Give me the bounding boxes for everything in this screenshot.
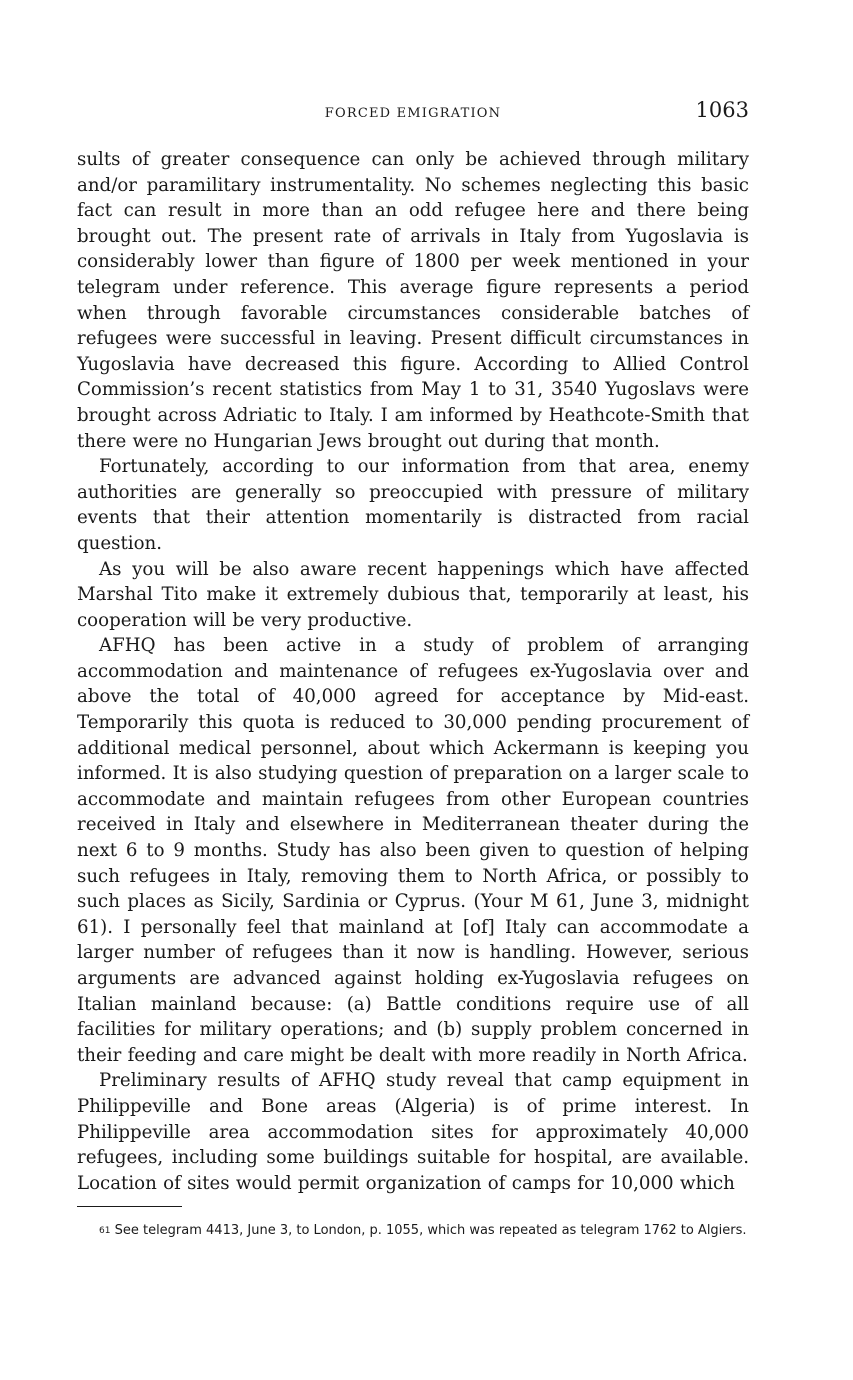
- document-page: [77, 96, 749, 1239]
- footnote-marker: 61: [99, 1226, 111, 1237]
- paragraph-preliminary-results: Preliminary results of AFHQ study reveal that camp equipment in Philippeville and Bone areas (Algeria) is of prime interest. In Philippeville area accommodation sites for approximately 40,000 refugees, including some buildings suitable for hospital, are available. Location of sites would permit organization of camps for 10,000 which: [77, 1070, 749, 1194]
- page-number: 1063: [695, 98, 749, 122]
- paragraph-marshal-tito: As you will be also aware recent happenings which have affected Marshal Tito make it extremely dubious that, temporarily at least, his cooperation will be very productive.: [77, 558, 749, 631]
- paragraph-continued: sults of greater consequence can only be achieved through military and/or paramilitary instrumentality. No schemes neglecting this basic fact can result in more than an odd refugee here and there being brought out. The present rate of arrivals in Italy from Yugoslavia is considerably lower than figure of 1800 per week mentioned in your telegram under reference. This average figure represents a period when through favorable circumstances considerable batches of refugees were successful in leaving. Present difficult circumstances in Yugoslavia have decreased this figure. According to Allied Control Commission’s recent statistics from May 1 to 31, 3540 Yugoslavs were brought across Adriatic to Italy. I am informed by Heathcote-Smith that there were no Hungarian Jews brought out during that month.: [77, 149, 749, 452]
- footnote: [77, 1223, 749, 1239]
- running-title: FORCED EMIGRATION: [324, 106, 502, 121]
- footnote-text: See telegram 4413, June 3, to London, p. 1055, which was repeated as telegram 1762 to Algiers.: [114, 1223, 747, 1239]
- page-header: [77, 96, 749, 126]
- footnote-rule: [77, 1206, 182, 1207]
- paragraph-enemy-authorities: Fortunately, according to our information from that area, enemy authorities are generally so preoccupied with pressure of military events that their attention momentarily is distracted from racial question.: [77, 456, 749, 554]
- paragraph-afhq-study: AFHQ has been active in a study of problem of arranging accommodation and maintenance of refugees ex-Yugoslavia over and above the total of 40,000 agreed for acceptance by Mid-east. Temporarily this quota is reduced to 30,000 pending procurement of additional medical personnel, about which Ackermann is keeping you informed. It is also studying question of preparation on a larger scale to accommodate and maintain refugees from other European countries received in Italy and elsewhere in Mediterranean theater during the next 6 to 9 months. Study has also been given to question of helping such refugees in Italy, removing them to North Africa, or possibly to such places as Sicily, Sardinia or Cyprus. (Your M 61, June 3, midnight 61). I personally feel that mainland at [of] Italy can accommodate a larger number of refugees than it now is handling. However, serious arguments are advanced against holding ex-Yugoslavia refugees on Italian mainland because: (a) Battle conditions require use of all facilities for military operations; and (b) supply problem concerned in their feeding and care might be dealt with more readily in North Africa.: [77, 635, 749, 1066]
- body-text: [77, 147, 749, 1196]
